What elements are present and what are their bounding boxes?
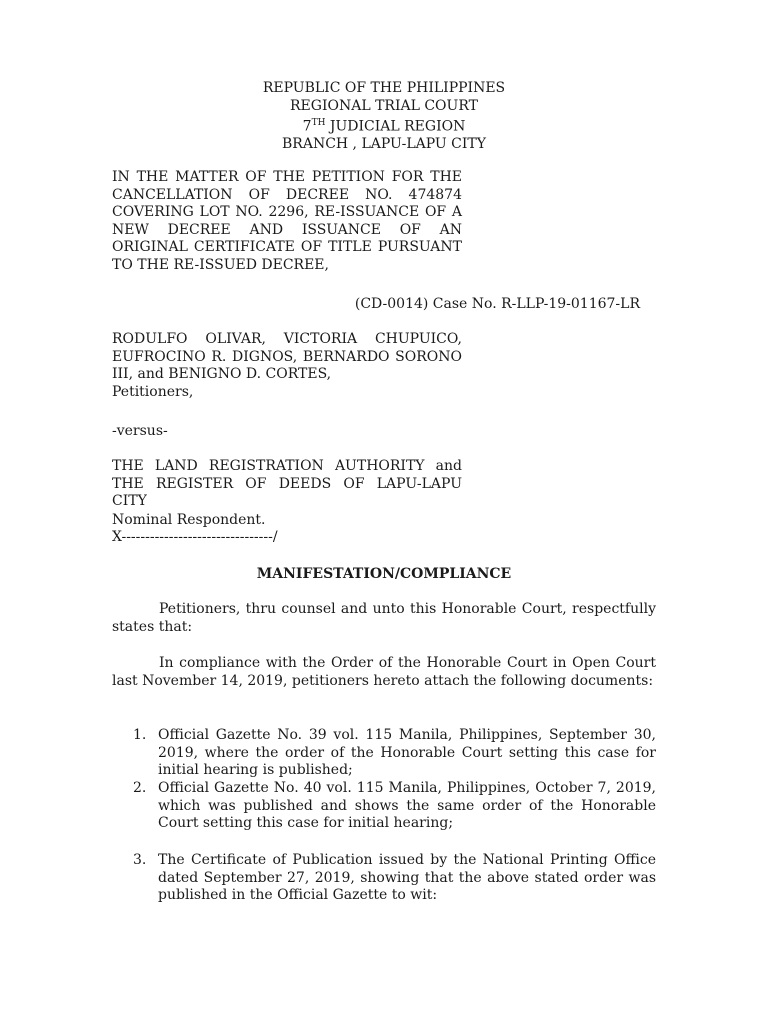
versus-label: -versus- (112, 423, 168, 439)
paragraph-intro: Petitioners, thru counsel and unto this Honorable Court, respectfully states that: (112, 601, 656, 635)
list-item (133, 852, 656, 905)
header-region (0, 115, 768, 136)
court-header (0, 80, 768, 154)
list-item-number: 2. (133, 780, 147, 796)
respondent-role: Nominal Respondent. (112, 512, 266, 528)
header-court: REGIONAL TRIAL COURT (290, 97, 478, 114)
list-item-text: The Certificate of Publication issued by the National Printing Office dated September 27, 2019, showing that the above stated order was published in the Official Gazette to wit: (158, 852, 656, 903)
list-item-number: 1. (133, 727, 147, 743)
case-caption: IN THE MATTER OF THE PETITION FOR THE CANCELLATION OF DECREE NO. 474874 COVERING LOT NO. 2296, RE-ISSUANCE OF A NEW DECREE AND ISSUANCE OF AN ORIGINAL CERTIFICATE OF TITLE PURSUANT TO THE RE-ISSUED DECREE, (112, 169, 462, 273)
list-item (133, 727, 656, 780)
list-item-number: 3. (133, 852, 147, 868)
document-title: MANIFESTATION/COMPLIANCE (256, 566, 512, 582)
case-number: (CD-0014) Case No. R-LLP-19-01167-LR (354, 296, 640, 312)
caption-separator: X--------------------------------/ (112, 529, 278, 545)
petitioners-block (112, 331, 462, 401)
list-item-text: Official Gazette No. 40 vol. 115 Manila, Philippines, October 7, 2019, which was published and shows the same order of the Honorable Court setting this case for initial hearing; (158, 780, 656, 831)
paragraph-compliance: In compliance with the Order of the Honorable Court in Open Court last November 14, 2019, petitioners hereto attach the following documents: (112, 655, 656, 689)
region-label: JUDICIAL REGION (325, 118, 466, 135)
respondent-names: THE LAND REGISTRATION AUTHORITY and THE REGISTER OF DEEDS OF LAPU-LAPU CITY (112, 458, 462, 509)
region-number: 7 (302, 118, 312, 135)
header-branch: BRANCH , LAPU-LAPU CITY (282, 136, 486, 153)
list-item (133, 780, 656, 833)
petitioner-role: Petitioners, (112, 383, 194, 400)
header-republic: REPUBLIC OF THE PHILIPPINES (262, 80, 506, 96)
list-item-text: Official Gazette No. 39 vol. 115 Manila, Philippines, September 30, 2019, where the order of the Honorable Court setting this case for initial hearing is published; (158, 727, 656, 778)
region-ordinal: TH (311, 118, 326, 128)
petitioner-names: RODULFO OLIVAR, VICTORIA CHUPUICO, EUFROCINO R. DIGNOS, BERNARDO SORONO III, and BENIGNO D. CORTES, (112, 331, 462, 382)
